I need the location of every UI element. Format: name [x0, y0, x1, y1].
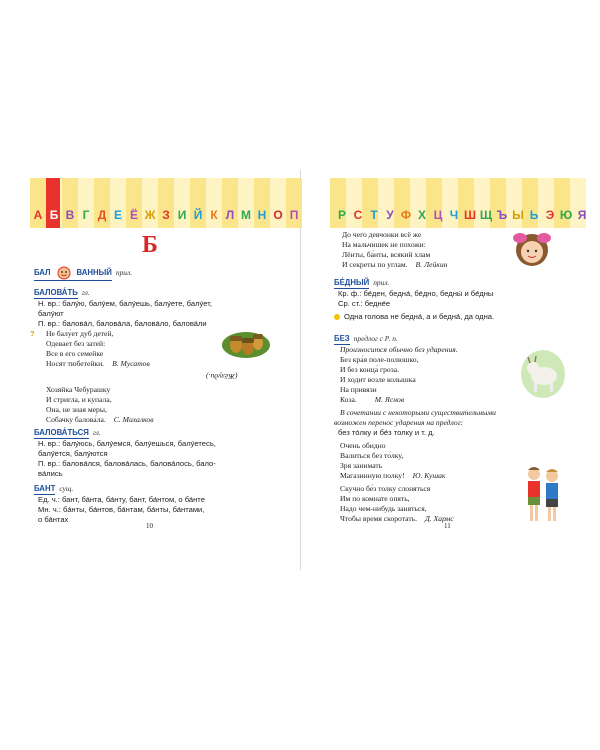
- poem-line: Все в его семейке: [46, 349, 104, 358]
- alphabet-letter: Ш: [463, 208, 477, 222]
- poem-author: Ю. Кушак: [412, 471, 446, 480]
- entry-headword: БЕЗ: [334, 334, 350, 343]
- page-number: 10: [146, 522, 153, 530]
- present-tense-forms: Н. вр.: балу́юсь, балу́емся, балу́ешься, балу́етесь,: [38, 439, 216, 448]
- entry-headword: БАЛ ВАННЫЙ: [34, 266, 112, 281]
- poem-line: Не балу́ет дуб детей,: [46, 329, 114, 338]
- alphabet-letter: Я: [577, 208, 587, 222]
- proverb-bullet-icon: [334, 314, 340, 320]
- poem-author: В. Мусатов: [112, 359, 150, 368]
- comparative-form: Ср. ст.: бедне́е: [338, 299, 391, 308]
- alphabet-letter: Д: [97, 208, 107, 222]
- section-letter: Б: [142, 232, 158, 258]
- poem-line: Им по комнате опять,: [340, 494, 410, 503]
- right-page: [330, 178, 587, 568]
- alphabet-letter: У: [386, 208, 394, 222]
- alphabet-letter: Е: [113, 208, 122, 222]
- entry-ballovanny: [34, 266, 280, 281]
- alphabet-letter: Ю: [559, 208, 573, 222]
- part-of-speech: гл.: [81, 288, 90, 297]
- past-tense-forms: П. вр.: балова́лся, балова́лась, балова́лось, бало-: [38, 459, 216, 468]
- left-page: [30, 178, 299, 568]
- entry-headword: БАЛОВА́ТЬСЯ: [34, 428, 89, 437]
- alphabet-letter: З: [162, 208, 170, 222]
- poem-line: Зря занимать: [340, 461, 383, 470]
- alphabet-letter: Б: [49, 208, 59, 222]
- alphabet-letter: И: [177, 208, 187, 222]
- entry-headword: БЕ́ДНЫЙ: [334, 278, 370, 287]
- alphabet-letter: Ф: [400, 208, 412, 222]
- alphabet-letter: Щ: [479, 208, 493, 222]
- poem-line: На привязи: [340, 385, 377, 394]
- alphabet-letter: А: [33, 208, 43, 222]
- entry-bedny: [334, 278, 570, 322]
- entry-balovat: [30, 288, 280, 425]
- alphabet-letter: Н: [257, 208, 267, 222]
- poem-line: Магазинную полку!: [340, 471, 405, 480]
- alphabet-letter: Ж: [144, 208, 156, 222]
- alphabet-letter: Ы: [512, 208, 524, 222]
- alphabet-letter: Ч: [449, 208, 459, 222]
- present-tense-forms: Н. вр.: балу́ю, балу́ем, балу́ешь, балу́ете, балу́ет,: [38, 299, 213, 308]
- proverb: Одна голова не бедна́, а и бедна́, да одна.: [344, 312, 495, 321]
- girl-with-bows-illustration: [512, 228, 552, 270]
- plural-forms-cont: о ба́нтах: [38, 515, 69, 524]
- stress-example: без то́лку и бе́з толку и т. д.: [338, 428, 435, 437]
- poem-line: Лёнты, ба́нты, всякий хлам: [342, 250, 431, 259]
- alphabet-letter: П: [289, 208, 299, 222]
- alphabet-letter: С: [353, 208, 363, 222]
- poem-line: Валиться без то́лку,: [340, 451, 404, 460]
- goat-illustration: [520, 344, 566, 400]
- part-of-speech: прил.: [115, 268, 133, 278]
- alphabet-strip: [30, 208, 302, 222]
- riddle-marker: ?: [30, 329, 35, 338]
- poem-author: М. Яснов: [374, 395, 405, 404]
- poem-line: Она, не зная меры,: [46, 405, 107, 414]
- past-tense-forms-cont: ва́лись: [38, 469, 63, 478]
- part-of-speech: прил.: [373, 278, 390, 287]
- alphabet-letter: Ь: [529, 208, 539, 222]
- page-number: 11: [444, 522, 451, 530]
- poem-line: Скучно бе́з толку слоняться: [340, 484, 431, 493]
- usage-note-2: В сочетании с некоторыми существительными: [340, 408, 496, 417]
- alphabet-letter: М: [241, 208, 251, 222]
- poem-line: Коза.: [340, 395, 357, 404]
- alphabet-letter: Г: [82, 208, 90, 222]
- entry-bant: [34, 484, 280, 525]
- usage-note: Произносится обычно без ударения.: [340, 345, 458, 354]
- poem-author: В. Лейкин: [415, 260, 448, 269]
- alphabet-letter: Х: [417, 208, 426, 222]
- alphabet-letter: Ё: [129, 208, 139, 222]
- past-tense-forms: П. вр.: балова́л, балова́ла, балова́ло, балова́ли: [38, 319, 207, 328]
- alphabet-letter: Р: [337, 208, 346, 222]
- alphabet-letter: К: [210, 208, 218, 222]
- poem-line: И без конца́ гроза.: [340, 365, 399, 374]
- alphabet-letter: Й: [193, 208, 203, 222]
- poem-cheburashka: [46, 385, 280, 425]
- poem-line: Чтобы время скоротать.: [340, 514, 417, 523]
- book-spine: [300, 170, 301, 570]
- poem-line: На мальчишек не похожи:: [342, 240, 426, 249]
- poem-line: И секреты по углам.: [342, 260, 408, 269]
- plural-forms: Мн. ч.: ба́нты, ба́нтов, ба́нтам, ба́нты, ба́нтами,: [38, 505, 205, 514]
- poem-line: Без кра́я поле-полюшко,: [340, 355, 419, 364]
- poem-line: До чего девчонки всё же: [342, 230, 422, 239]
- acorns-illustration: [220, 325, 272, 361]
- alphabet-letter: Ц: [433, 208, 443, 222]
- singular-forms: Ед. ч.: бант, ба́нта, ба́нту, бант, ба́нтом, о ба́нте: [38, 495, 205, 504]
- poem-line: Надо чем-нибудь заняться,: [340, 504, 427, 513]
- poem-line: И ходит возле колышка: [340, 375, 416, 384]
- entry-headword: БАНТ: [34, 484, 56, 493]
- present-tense-forms-cont: балу́ют: [38, 309, 64, 318]
- part-of-speech: предлог с Р. п.: [353, 334, 398, 343]
- present-tense-forms-cont: балу́ется, балу́ются: [38, 449, 108, 458]
- poem-line: Собачку балова́ла.: [46, 415, 106, 424]
- poem-line: Хозяйка Чебурашку: [46, 385, 111, 394]
- alphabet-letter: Ъ: [496, 208, 508, 222]
- part-of-speech: сущ.: [59, 484, 74, 493]
- alphabet-letter: О: [273, 208, 283, 222]
- short-forms: Кр. ф.: бе́ден, бедна́, бе́дно, бедны́ и бе́дны: [338, 289, 494, 298]
- poem-line: Носят тюбетейки.: [46, 359, 105, 368]
- entry-balovatsya: [34, 428, 280, 479]
- boys-illustration: [520, 464, 566, 526]
- poem-line: Очень обидно: [340, 441, 386, 450]
- part-of-speech: гл.: [92, 428, 101, 437]
- poem-author: С. Михалков: [113, 415, 154, 424]
- riddle-answer-inverted: (Жёлуди.): [206, 372, 238, 381]
- smiling-face-icon: [53, 266, 75, 280]
- poem-author: Д. Хармс: [425, 514, 454, 523]
- alphabet-strip: [334, 208, 590, 222]
- alphabet-letter: Л: [225, 208, 235, 222]
- alphabet-letter: Т: [370, 208, 378, 222]
- poem-line: И стригла, и купала,: [46, 395, 112, 404]
- alphabet-letter: Э: [545, 208, 555, 222]
- alphabet-letter: В: [65, 208, 75, 222]
- usage-note-2-cont: возможен перенос ударения на предлог:: [334, 418, 464, 427]
- poem-line: Одевает без затей:: [46, 339, 106, 348]
- entry-headword: БАЛОВА́ТЬ: [34, 288, 78, 297]
